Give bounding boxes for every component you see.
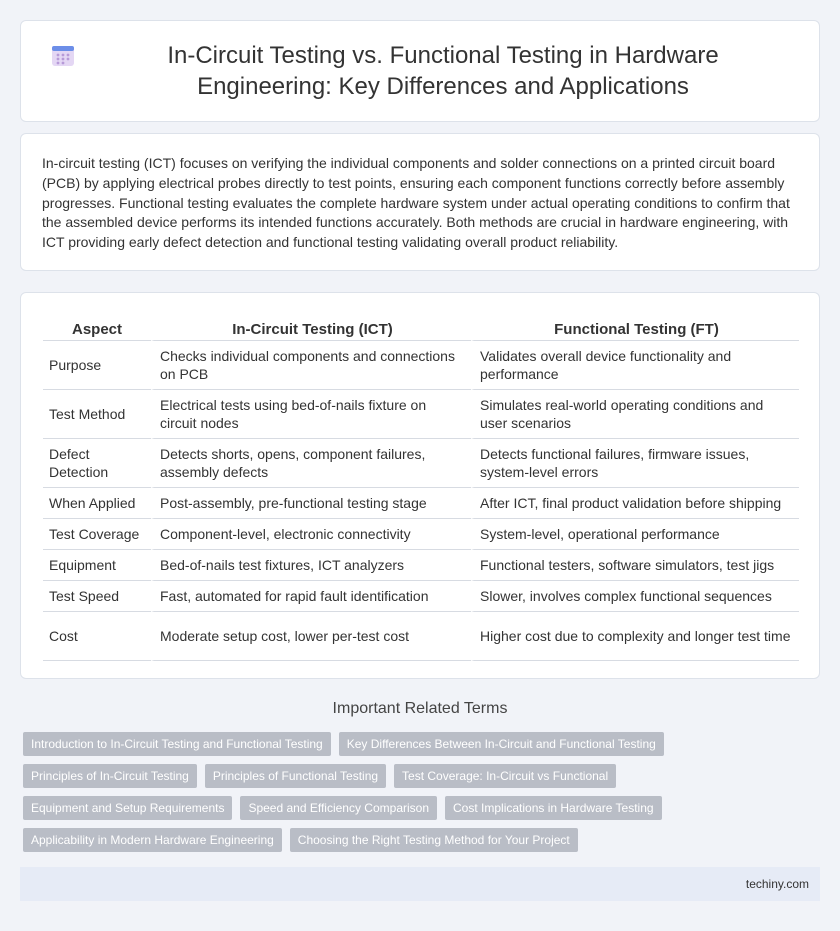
aspect-cell: Test Method — [43, 390, 151, 439]
column-header-aspect: Aspect — [43, 313, 151, 341]
ict-cell: Bed-of-nails test fixtures, ICT analyzers — [151, 550, 471, 581]
aspect-cell: Test Speed — [43, 581, 151, 612]
table-row — [43, 488, 799, 519]
table-row — [43, 519, 799, 550]
related-term-tag[interactable]: Introduction to In-Circuit Testing and Functional Testing — [23, 732, 331, 756]
ft-cell: System-level, operational performance — [471, 519, 799, 550]
title-card — [20, 20, 820, 122]
ft-cell: Simulates real-world operating conditions and user scenarios — [471, 390, 799, 439]
related-term-tag[interactable]: Applicability in Modern Hardware Engineering — [23, 828, 282, 852]
related-term-tag[interactable]: Choosing the Right Testing Method for Your Project — [290, 828, 578, 852]
ft-cell: Detects functional failures, firmware issues, system-level errors — [471, 439, 799, 488]
related-term-tag[interactable]: Equipment and Setup Requirements — [23, 796, 232, 820]
ft-cell: Higher cost due to complexity and longer test time — [471, 612, 799, 661]
ict-cell: Component-level, electronic connectivity — [151, 519, 471, 550]
ict-cell: Detects shorts, opens, component failures, assembly defects — [151, 439, 471, 488]
tag-row — [23, 828, 823, 852]
footer — [20, 867, 820, 901]
table-row — [43, 341, 799, 390]
ict-cell: Moderate setup cost, lower per-test cost — [151, 612, 471, 661]
ict-cell: Electrical tests using bed-of-nails fixture on circuit nodes — [151, 390, 471, 439]
table-row — [43, 550, 799, 581]
ft-cell: Validates overall device functionality and performance — [471, 341, 799, 390]
aspect-cell: Purpose — [43, 341, 151, 390]
related-terms-heading: Important Related Terms — [332, 700, 508, 717]
comparison-table — [43, 313, 799, 661]
ict-cell: Post-assembly, pre-functional testing stage — [151, 488, 471, 519]
aspect-cell: Cost — [43, 612, 151, 661]
related-term-tag[interactable]: Test Coverage: In-Circuit vs Functional — [394, 764, 616, 788]
ft-cell: Slower, involves complex functional sequences — [471, 581, 799, 612]
tag-row — [23, 732, 823, 756]
aspect-cell: When Applied — [43, 488, 151, 519]
aspect-cell: Test Coverage — [43, 519, 151, 550]
ft-cell: Functional testers, software simulators, test jigs — [471, 550, 799, 581]
tag-row — [23, 764, 823, 788]
intro-card — [20, 133, 820, 271]
table-row — [43, 612, 799, 661]
intro-paragraph: In-circuit testing (ICT) focuses on verifying the individual components and solder connections on a printed circuit board (PCB) by applying electrical probes directly to test points, ensuring each component functions correctly before assembly progresses. Functional testing evaluates the complete hardware system under actual operating conditions to confirm that the assembled device performs its intended functions accurately. Both methods are crucial in hardware engineering, with ICT providing early defect detection and functional testing validating overall product reliability. — [42, 155, 790, 251]
table-row — [43, 439, 799, 488]
related-term-tag[interactable]: Principles of In-Circuit Testing — [23, 764, 197, 788]
comparison-table-card — [20, 292, 820, 679]
table-row — [43, 390, 799, 439]
aspect-cell: Equipment — [43, 550, 151, 581]
related-term-tag[interactable]: Cost Implications in Hardware Testing — [445, 796, 662, 820]
page-title: In-Circuit Testing vs. Functional Testing in Hardware Engineering: Key Differences and Applications — [167, 42, 719, 100]
column-header-ft: Functional Testing (FT) — [471, 313, 799, 341]
site-name[interactable]: techiny.com — [745, 877, 809, 891]
column-header-ict: In-Circuit Testing (ICT) — [151, 313, 471, 341]
aspect-cell: Defect Detection — [43, 439, 151, 488]
related-term-tag[interactable]: Key Differences Between In-Circuit and Functional Testing — [339, 732, 664, 756]
related-term-tag[interactable]: Principles of Functional Testing — [205, 764, 386, 788]
ict-cell: Fast, automated for rapid fault identification — [151, 581, 471, 612]
ft-cell: After ICT, final product validation before shipping — [471, 488, 799, 519]
tag-row — [23, 796, 823, 820]
ict-cell: Checks individual components and connections on PCB — [151, 341, 471, 390]
related-term-tag[interactable]: Speed and Efficiency Comparison — [240, 796, 437, 820]
calendar-grid-icon — [51, 44, 75, 68]
table-header-row — [43, 313, 799, 341]
table-row — [43, 581, 799, 612]
related-terms-tags — [23, 732, 823, 860]
